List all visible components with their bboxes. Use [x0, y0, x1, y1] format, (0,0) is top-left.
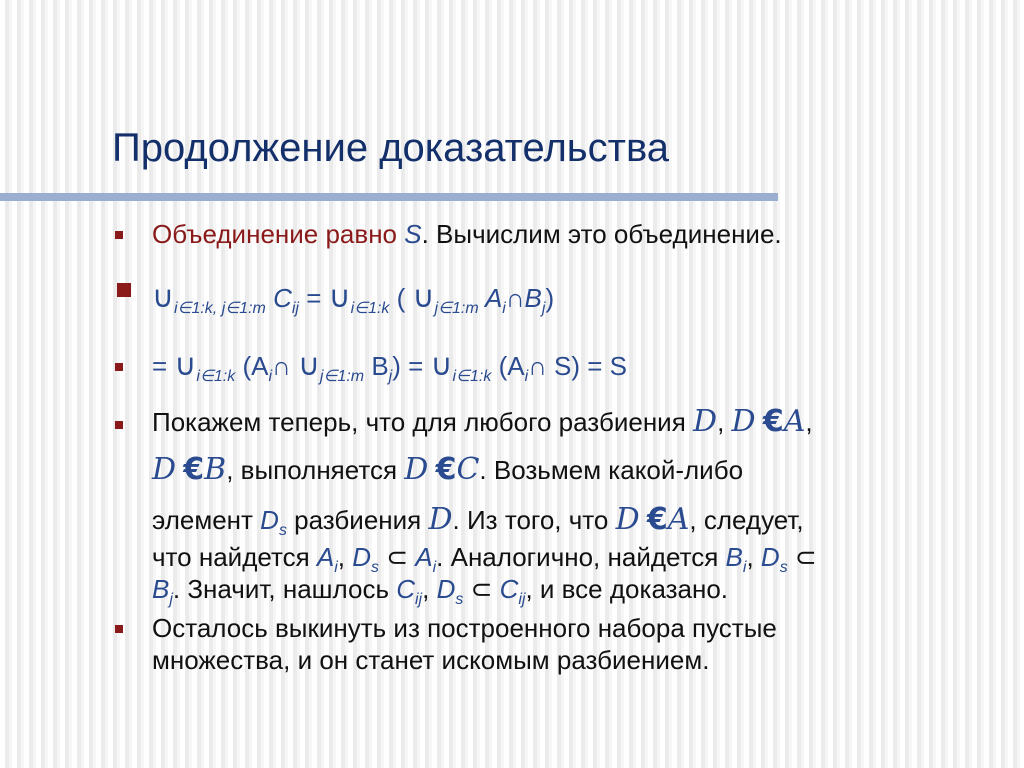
para-row-1 [152, 406, 813, 438]
union-symbol: ∪ [430, 349, 453, 382]
equals: = [152, 351, 175, 381]
bullet-icon [115, 421, 123, 429]
subscript: s [779, 559, 788, 576]
comma: , [226, 455, 234, 485]
set-s: S [404, 219, 422, 249]
bullet-icon [115, 625, 123, 633]
para-text: выполняется [233, 455, 405, 485]
var-b: B [524, 283, 542, 313]
subset-symbol: ⊂ [463, 574, 500, 604]
euro-symbol: € [646, 502, 668, 537]
para-text: , и все доказано. [525, 574, 729, 604]
comma: , [422, 574, 437, 604]
subset-symbol: ⊂ [379, 542, 416, 572]
para-text: элемент [152, 505, 261, 535]
union-symbol: ∪ [328, 281, 351, 314]
script-d: D [731, 404, 756, 439]
script-d: D [428, 502, 453, 537]
bullet-line-1 [152, 218, 782, 250]
script-b: B [204, 452, 227, 487]
comma: , [805, 407, 813, 437]
comma: , [717, 407, 725, 437]
euro-symbol: € [762, 404, 784, 439]
var-a: A [478, 283, 503, 313]
para-text: . Аналогично, найдется [436, 542, 726, 572]
para-text: Возьмем какой-либо [486, 455, 744, 485]
para-text: , следует, [689, 505, 804, 535]
comma: , [746, 542, 761, 572]
union-symbol: ∪ [152, 281, 174, 314]
last-bullet-line-2: множества, и он станет искомым разбиением. [152, 645, 710, 675]
subscript: i [334, 559, 338, 576]
union-symbol: ∪ [297, 349, 320, 382]
last-bullet-line-1: Осталось выкинуть из построенного набора пустые [152, 613, 777, 643]
union-symbol: ∪ [174, 349, 197, 382]
var-d: D [436, 574, 456, 604]
subscript: i [524, 368, 529, 385]
equals: = [298, 283, 329, 313]
subscript: j [388, 368, 393, 385]
intersection-result: ∩ S) = S [528, 351, 628, 381]
subscript: s [278, 522, 287, 539]
subscript: ij [291, 300, 299, 317]
bullet-icon [117, 283, 131, 297]
intersection-symbol: ∩ [505, 283, 525, 313]
var-a: (A [235, 351, 269, 381]
subscript: j [169, 591, 173, 608]
subscript: i [502, 300, 506, 317]
bullet-icon [115, 231, 123, 239]
script-a: A [667, 502, 690, 537]
script-d: D [693, 404, 718, 439]
intersection-symbol: ∩ [272, 351, 298, 381]
var-a: (A [491, 351, 525, 381]
union-symbol: ∪ [412, 281, 435, 314]
script-c: C [456, 452, 480, 487]
subscript: i∈1:k, j∈1:m [173, 300, 266, 317]
var-a: A [415, 542, 433, 572]
var-a: A [316, 542, 335, 572]
subset-symbol: ⊂ [787, 542, 817, 572]
script-d: D [152, 452, 177, 487]
var-d: D [260, 505, 279, 535]
paren: ) [545, 283, 555, 313]
subscript: s [371, 559, 380, 576]
para-text: Покажем теперь, что для любого разбиения [152, 407, 693, 437]
para-text: разбиения [286, 505, 429, 535]
subscript: i [742, 559, 747, 576]
paren: ( [389, 283, 413, 313]
subscript: j∈1:m [319, 368, 365, 385]
var-b: B [364, 351, 389, 381]
subscript: i [432, 559, 437, 576]
var-c: C [273, 283, 292, 313]
para-text: . Из того, что [452, 505, 616, 535]
var-b: B [725, 542, 743, 572]
equals: ) = [392, 351, 431, 381]
var-d: D [352, 542, 372, 572]
para-text: . Значит, нашлось [172, 574, 397, 604]
subscript: i∈1:k [350, 300, 390, 317]
euro-symbol: € [183, 452, 205, 487]
var-b: B [152, 574, 170, 604]
subscript: i∈1:k [452, 368, 492, 385]
var-c: C [499, 574, 519, 604]
comma: , [337, 542, 353, 572]
var-d: D [760, 542, 780, 572]
title-divider [0, 193, 778, 201]
subscript: s [455, 591, 464, 608]
subscript: ij [518, 591, 526, 608]
formula-line-2 [152, 350, 627, 393]
subscript: i [268, 368, 273, 385]
bullet-icon [115, 363, 123, 371]
script-d: D [404, 452, 429, 487]
formula-line-1 [152, 282, 554, 325]
euro-symbol: € [435, 452, 457, 487]
para-row-5 [152, 573, 728, 616]
script-d: D [615, 502, 640, 537]
compute-union-text: . Вычислим это объединение. [421, 219, 782, 249]
subscript: ij [415, 591, 423, 608]
script-a: A [783, 404, 806, 439]
subscript: j∈1:m [434, 300, 479, 317]
para-text: что найдется [152, 542, 317, 572]
slide-title: Продолжение доказательства [112, 126, 670, 170]
var-c: C [396, 574, 415, 604]
subscript: j [541, 300, 546, 317]
para-row-2: D €B, выполняется D €C. Возьмем какой-либо [152, 452, 744, 487]
subscript: i∈1:k [196, 368, 236, 385]
union-equals-label: Объединение равно [152, 219, 405, 249]
